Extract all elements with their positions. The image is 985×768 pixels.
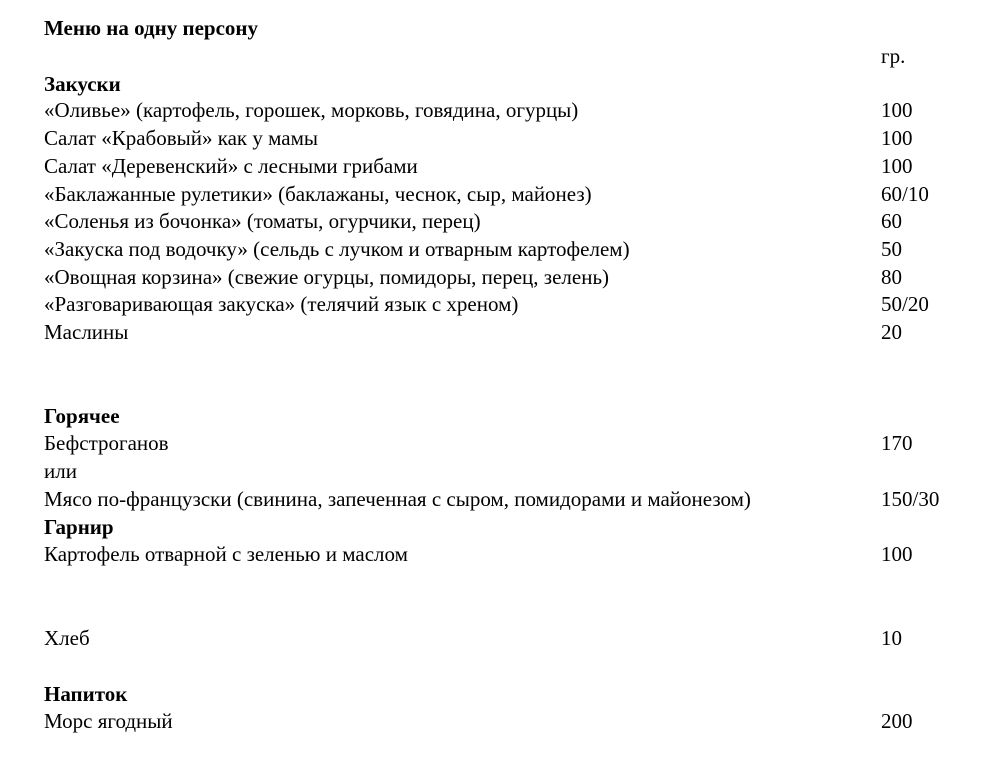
menu-item-name: Мясо по-французски (свинина, запеченная с сыром, помидорами и майонезом): [44, 487, 751, 511]
menu-item-name: «Овощная корзина» (свежие огурцы, помидоры, перец, зелень): [44, 265, 610, 289]
menu-item-name: «Разговаривающая закуска» (телячий язык с хреном): [44, 292, 519, 316]
menu-item-grams: 10: [881, 626, 902, 650]
section-heading-zakuski: Закуски: [44, 72, 121, 96]
menu-item-name: Бефстроганов: [44, 431, 169, 455]
menu-item-grams: 20: [881, 320, 902, 344]
menu-item-name: «Закуска под водочку» (сельдь с лучком и отварным картофелем): [44, 237, 630, 261]
menu-item-grams: 60/10: [881, 182, 929, 206]
menu-item-name: Маслины: [44, 320, 129, 344]
menu-item-grams: 100: [881, 154, 913, 178]
section-heading-garnir: Гарнир: [44, 515, 114, 539]
page-title: Меню на одну персону: [44, 16, 258, 40]
unit-header: гр.: [881, 44, 906, 68]
menu-item-grams: 170: [881, 431, 913, 455]
or-text: или: [44, 459, 77, 483]
menu-item-grams: 150/30: [881, 487, 940, 511]
menu-item-grams: 100: [881, 542, 913, 566]
menu-item-grams: 100: [881, 98, 913, 122]
menu-item-grams: 80: [881, 265, 902, 289]
menu-item-grams: 100: [881, 126, 913, 150]
menu-item-name: «Баклажанные рулетики» (баклажаны, чеснок, сыр, майонез): [44, 182, 592, 206]
menu-item-name: Картофель отварной с зеленью и маслом: [44, 542, 408, 566]
menu-item-name: Морс ягодный: [44, 709, 173, 733]
menu-item-grams: 60: [881, 209, 902, 233]
menu-item-name: Салат «Деревенский» с лесными грибами: [44, 154, 418, 178]
section-heading-goryachee: Горячее: [44, 404, 120, 428]
menu-item-name: «Оливье» (картофель, горошек, морковь, говядина, огурцы): [44, 98, 579, 122]
menu-item-grams: 50: [881, 237, 902, 261]
menu-item-name: Хлеб: [44, 626, 90, 650]
menu-item-name: «Соленья из бочонка» (томаты, огурчики, перец): [44, 209, 481, 233]
menu-item-grams: 200: [881, 709, 913, 733]
section-heading-napitok: Напиток: [44, 682, 128, 706]
menu-item-grams: 50/20: [881, 292, 929, 316]
menu-item-name: Салат «Крабовый» как у мамы: [44, 126, 318, 150]
